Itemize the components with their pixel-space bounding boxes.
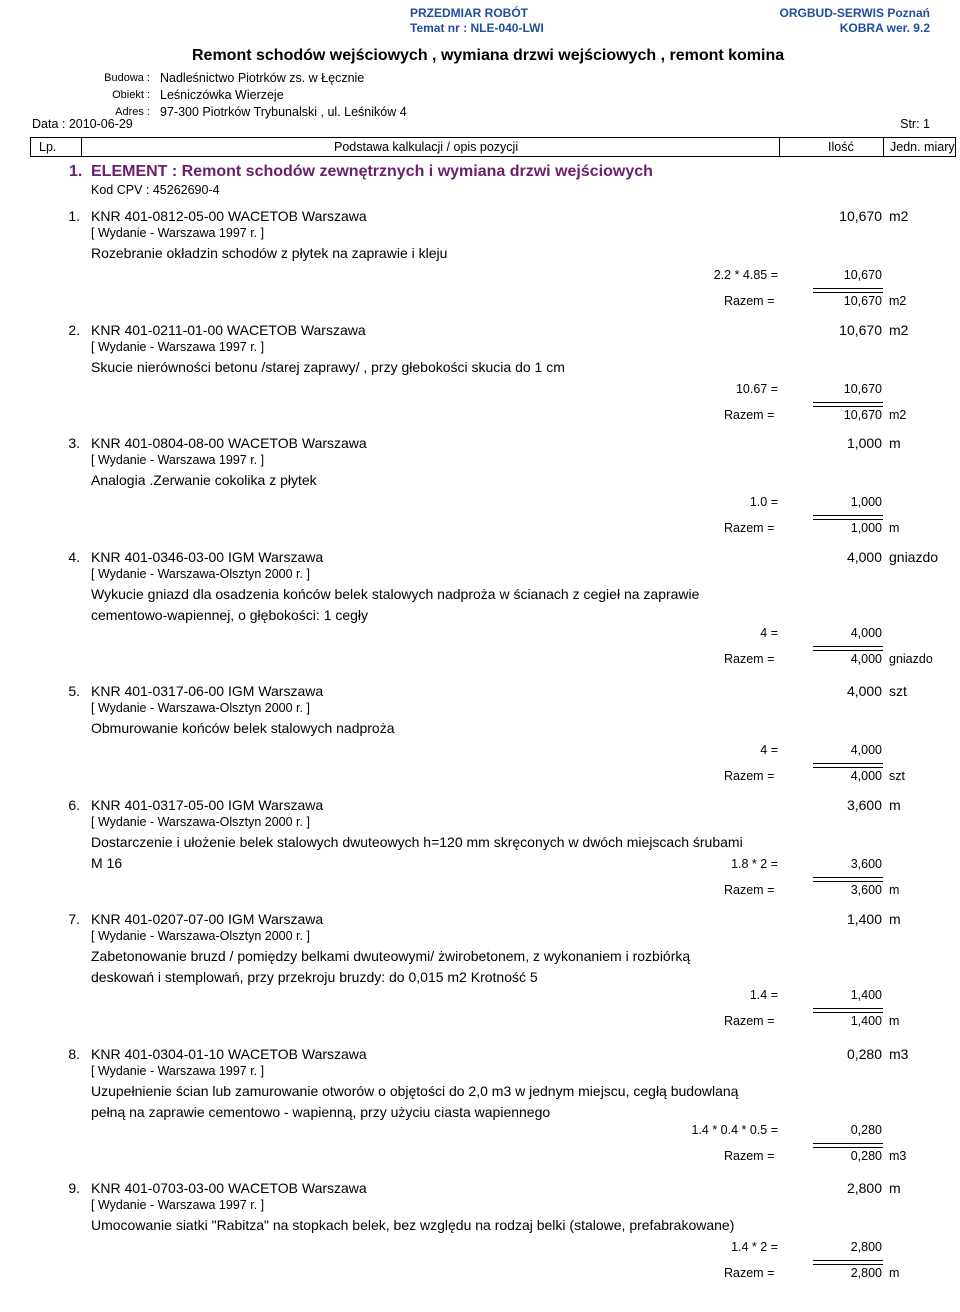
col-divider: [81, 138, 82, 156]
item-razem-unit: m3: [889, 1149, 907, 1163]
total-underline: [813, 402, 883, 407]
item-unit: m2: [889, 322, 909, 338]
item-lp: 6.: [68, 797, 80, 813]
item-knr: KNR 401-0812-05-00 WACETOB Warszawa: [91, 208, 367, 224]
obiekt-label: Obiekt :: [112, 89, 150, 101]
item-razem-value: 1,400: [850, 1014, 882, 1028]
item-razem-value: 3,600: [850, 883, 882, 897]
total-underline: [813, 515, 883, 520]
doc-type: PRZEDMIAR ROBÓT: [410, 6, 528, 20]
item-edition: [ Wydanie - Warszawa 1997 r. ]: [91, 453, 265, 467]
item-quantity: 10,670: [839, 208, 882, 224]
item-edition: [ Wydanie - Warszawa-Olsztyn 2000 r. ]: [91, 815, 310, 829]
item-edition: [ Wydanie - Warszawa-Olsztyn 2000 r. ]: [91, 929, 310, 943]
item-unit: m: [889, 797, 901, 813]
item-lp: 9.: [68, 1180, 80, 1196]
item-lp: 3.: [68, 435, 80, 451]
company-name: ORGBUD-SERWIS Poznań: [779, 6, 930, 20]
budowa-value: Nadleśnictwo Piotrków zs. w Łęcznie: [160, 71, 365, 85]
item-razem-value: 4,000: [850, 652, 882, 666]
item-description: Zabetonowanie bruzd / pomiędzy belkami dwuteowymi/ żwirobetonem, z wykonaniem i rozbiórką deskowań i stemplowań, przy przekroju bruzdy: do 0,015 m2 Krotność 5: [91, 948, 691, 985]
obiekt-value: Leśniczówka Wierzeje: [160, 88, 284, 102]
item-razem-value: 10,670: [843, 408, 882, 422]
item-calculation: 1.4 * 2 =: [731, 1240, 778, 1254]
item-description: Analogia .Zerwanie cokolika z płytek: [91, 472, 317, 488]
item-calc-value: 4,000: [850, 743, 882, 757]
item-razem-unit: m2: [889, 408, 907, 422]
item-calculation: 4 =: [760, 626, 778, 640]
total-underline: [813, 763, 883, 768]
item-calc-value: 4,000: [850, 626, 882, 640]
item-unit: m2: [889, 208, 909, 224]
item-unit: m: [889, 1180, 901, 1196]
item-unit: m3: [889, 1046, 909, 1062]
item-razem-value: 10,670: [843, 294, 882, 308]
col-divider: [883, 138, 884, 156]
item-razem-unit: m: [889, 521, 900, 535]
item-knr: KNR 401-0211-01-00 WACETOB Warszawa: [91, 322, 366, 338]
item-razem-unit: m: [889, 883, 900, 897]
adres-label: Adres :: [115, 106, 150, 118]
item-unit: gniazdo: [889, 549, 939, 565]
item-razem-label: Razem =: [724, 294, 775, 308]
item-calculation: 1.0 =: [749, 495, 778, 509]
item-razem-unit: m2: [889, 294, 907, 308]
total-underline: [813, 877, 883, 882]
item-razem-label: Razem =: [724, 1266, 775, 1280]
item-edition: [ Wydanie - Warszawa 1997 r. ]: [91, 1198, 265, 1212]
item-razem-label: Razem =: [724, 521, 775, 535]
item-unit: m: [889, 911, 901, 927]
budowa-label: Budowa :: [104, 72, 150, 84]
item-knr: KNR 401-0703-03-00 WACETOB Warszawa: [91, 1180, 367, 1196]
item-calculation: 2.2 * 4.85 =: [713, 268, 778, 282]
total-underline: [813, 288, 883, 293]
item-razem-value: 1,000: [850, 521, 882, 535]
item-knr: KNR 401-0804-08-00 WACETOB Warszawa: [91, 435, 367, 451]
temat-number: Temat nr : NLE-040-LWI: [410, 21, 544, 35]
item-quantity: 3,600: [846, 797, 882, 813]
item-razem-unit: m: [889, 1014, 900, 1028]
col-lp: Lp.: [39, 140, 57, 154]
column-header: [30, 137, 956, 157]
document-date: Data : 2010-06-29: [32, 117, 133, 131]
total-underline: [813, 646, 883, 651]
item-quantity: 1,400: [846, 911, 882, 927]
item-calc-value: 10,670: [843, 268, 882, 282]
total-underline: [813, 1008, 883, 1013]
item-description: Rozebranie okładzin schodów z płytek na zaprawie i kleju: [91, 245, 448, 261]
item-description: Skucie nierówności betonu /starej zaprawy/ , przy głebokości skucia do 1 cm: [91, 359, 565, 375]
item-calculation: 10.67 =: [735, 382, 778, 396]
item-quantity: 4,000: [846, 683, 882, 699]
item-calculation: 1.8 * 2 =: [731, 857, 778, 871]
item-knr: KNR 401-0207-07-00 IGM Warszawa: [91, 911, 324, 927]
item-lp: 5.: [68, 683, 80, 699]
item-calc-value: 2,800: [850, 1240, 882, 1254]
col-divider: [779, 138, 780, 156]
item-razem-label: Razem =: [724, 1149, 775, 1163]
item-calc-value: 10,670: [843, 382, 882, 396]
item-calculation: 4 =: [760, 743, 778, 757]
item-quantity: 2,800: [846, 1180, 882, 1196]
item-knr: KNR 401-0317-05-00 IGM Warszawa: [91, 797, 324, 813]
item-knr: KNR 401-0346-03-00 IGM Warszawa: [91, 549, 324, 565]
item-calc-value: 1,000: [850, 495, 882, 509]
item-lp: 7.: [68, 911, 80, 927]
item-unit: szt: [889, 683, 907, 699]
item-calculation: 1.4 =: [749, 988, 778, 1002]
item-calc-value: 3,600: [850, 857, 882, 871]
item-edition: [ Wydanie - Warszawa 1997 r. ]: [91, 1064, 265, 1078]
col-jedn: Jedn. miary: [890, 140, 955, 154]
element-title: ELEMENT : Remont schodów zewnętrznych i wymiana drzwi wejściowych: [91, 163, 653, 180]
item-razem-label: Razem =: [724, 883, 775, 897]
page-number: Str: 1: [900, 117, 930, 131]
item-razem-value: 2,800: [850, 1266, 882, 1280]
item-edition: [ Wydanie - Warszawa-Olsztyn 2000 r. ]: [91, 701, 310, 715]
item-description: Uzupełnienie ścian lub zamurowanie otworów o objętości do 2,0 m3 w jednym miejscu, cegłą budowlaną pełną na zaprawie cementowo - wapienną, przy użyciu ciasta wapiennego: [91, 1083, 739, 1120]
item-razem-unit: szt: [889, 769, 905, 783]
cpv-code: Kod CPV : 45262690-4: [91, 183, 220, 197]
item-razem-value: 4,000: [850, 769, 882, 783]
item-description: Dostarczenie i ułożenie belek stalowych dwuteowych h=120 mm skręconych w dwóch miejscach śrubami M 16: [91, 834, 743, 871]
item-description: Umocowanie siatki "Rabitza" na stopkach belek, bez względu na rodzaj belki (stalowe, prefabrakowane): [91, 1217, 735, 1233]
item-knr: KNR 401-0317-06-00 IGM Warszawa: [91, 683, 324, 699]
col-podstawa: Podstawa kalkulacji / opis pozycji: [334, 140, 519, 154]
adres-value: 97-300 Piotrków Trybunalski , ul. Leśników 4: [160, 105, 407, 119]
item-edition: [ Wydanie - Warszawa 1997 r. ]: [91, 226, 265, 240]
total-underline: [813, 1260, 883, 1265]
element-number: 1.: [69, 163, 83, 180]
item-razem-unit: gniazdo: [889, 652, 933, 666]
item-calculation: 1.4 * 0.4 * 0.5 =: [691, 1123, 778, 1137]
item-unit: m: [889, 435, 901, 451]
item-lp: 4.: [68, 549, 80, 565]
item-calc-value: 1,400: [850, 988, 882, 1002]
item-edition: [ Wydanie - Warszawa-Olsztyn 2000 r. ]: [91, 567, 310, 581]
item-calc-value: 0,280: [850, 1123, 882, 1137]
item-razem-label: Razem =: [724, 1014, 775, 1028]
item-description: Obmurowanie końców belek stalowych nadproża: [91, 720, 395, 736]
item-lp: 8.: [68, 1046, 80, 1062]
item-quantity: 10,670: [839, 322, 882, 338]
total-underline: [813, 1143, 883, 1148]
item-lp: 2.: [68, 322, 80, 338]
document-title: Remont schodów wejściowych , wymiana drzwi wejściowych , remont komina: [192, 47, 785, 64]
program-version: KOBRA wer. 9.2: [839, 21, 930, 35]
item-description: Wykucie gniazd dla osadzenia końców belek stalowych nadproża w ścianach z cegieł na zaprawie cementowo-wapiennej, o głębokości: 1 cegły: [91, 586, 700, 623]
item-razem-value: 0,280: [850, 1149, 882, 1163]
item-quantity: 4,000: [846, 549, 882, 565]
item-razem-unit: m: [889, 1266, 900, 1280]
item-quantity: 0,280: [846, 1046, 882, 1062]
item-razem-label: Razem =: [724, 408, 775, 422]
item-lp: 1.: [68, 208, 80, 224]
col-ilosc: Ilość: [828, 140, 854, 154]
item-edition: [ Wydanie - Warszawa 1997 r. ]: [91, 340, 265, 354]
item-razem-label: Razem =: [724, 769, 775, 783]
item-razem-label: Razem =: [724, 652, 775, 666]
item-knr: KNR 401-0304-01-10 WACETOB Warszawa: [91, 1046, 367, 1062]
item-quantity: 1,000: [846, 435, 882, 451]
